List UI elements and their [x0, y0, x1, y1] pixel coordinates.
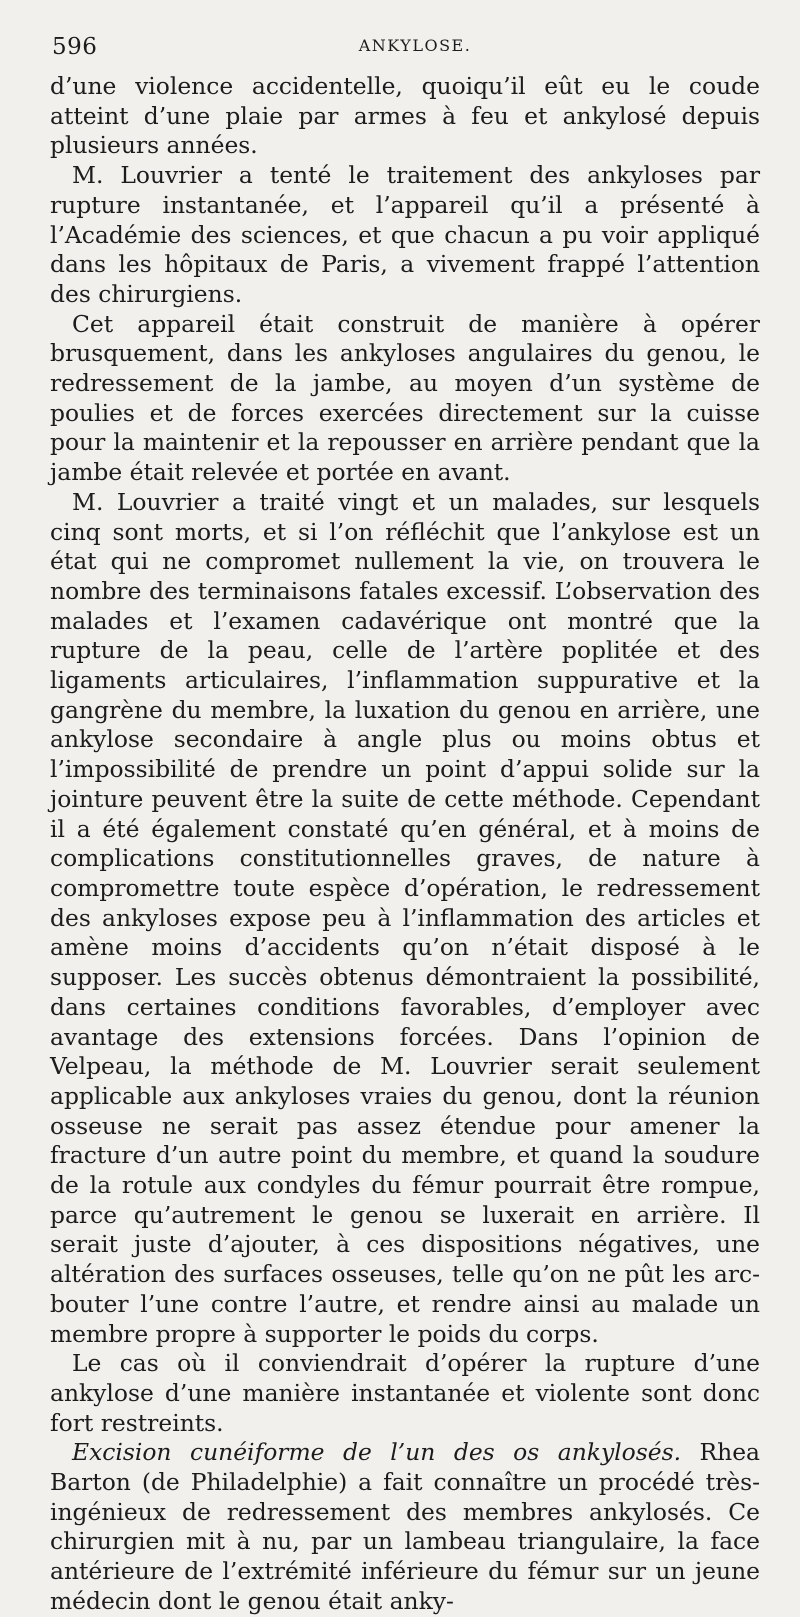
paragraph-text: Cet appareil était construit de manière à opérer brusquement, dans les ankyloses angulaires du genou, le redressement de la jambe, au moyen d’un système de poulies et de forces exercées directement sur la cuisse pour la maintenir et la repousser en arrière pendant que la jambe était relevée et portée en avant.: [50, 309, 760, 487]
running-title: ANKYLOSE.: [358, 36, 472, 55]
paragraph-text: M. Louvrier a traité vingt et un malades, sur lesquels cinq sont morts, et si l’on réfléchit que l’ankylose est un état qui ne compromet nullement la vie, on trouvera le nombre des terminaisons fatales excessif. L’observation des malades et l’examen cadavérique ont montré que la rupture de la peau, celle de l’artère poplitée et des ligaments articulaires, l’inflammation suppurative et la gangrène du membre, la luxation du genou en arrière, une ankylose secondaire à angle plus ou moins obtus et l’impossibilité de prendre un point d’appui solide sur la jointure peuvent être la suite de cette méthode. Cependant il a été également constaté qu’en général, et à moins de complications constitutionnelles graves, de nature à compromettre toute espèce d’opération, le redressement des ankyloses expose peu à l’inflammation des articles et amène moins d’accidents qu’on n’était disposé à le supposer. Les succès obtenus démontraient la possibilité, dans certaines conditions favorables, d’employer avec avantage des extensions forcées. Dans l’opinion de Velpeau, la méthode de M. Louvrier serait seulement applicable aux ankyloses vraies du genou, dont la réunion osseuse ne serait pas assez étendue pour amener la fracture d’un autre point du membre, et quand la soudure de la rotule aux condyles du fémur pourrait être rompue, parce qu’autrement le genou se luxerait en arrière. Il serait juste d’ajouter, à ces dispositions négatives, une altération des surfaces osseuses, telle qu’on ne pût les arc-bouter l’une contre l’autre, et rendre ainsi au malade un membre propre à supporter le poids du corps.: [50, 487, 760, 1348]
section-lead-italic: Excision cunéiforme de l’un des os ankylosés.: [72, 1438, 682, 1467]
paragraph-results: [50, 488, 760, 1349]
paragraph-louvrier-method: [50, 161, 760, 310]
paragraph-text: M. Louvrier a tenté le traitement des ankyloses par rupture instantanée, et l’appareil qu’il a présenté à l’Académie des sciences, et que chacun a pu voir appliqué dans les hôpitaux de Paris, a vivement frappé l’attention des chirurgiens.: [50, 161, 760, 308]
paragraph-excision: [50, 1438, 760, 1616]
paragraph-continuation: [50, 72, 760, 161]
page-header: [50, 28, 760, 72]
paragraph-text: d’une violence accidentelle, quoiqu’il eût eu le coude atteint d’une plaie par armes à feu et ankylosé depuis plusieurs années.: [50, 72, 760, 160]
paragraph-text: Le cas où il conviendrait d’opérer la rupture d’une ankylose d’une manière instantanée et violente sont donc fort restreints.: [50, 1349, 760, 1437]
page-number: 596: [52, 34, 98, 60]
paragraph-apparatus: [50, 310, 760, 488]
paragraph-conclusion: [50, 1349, 760, 1438]
paragraph-text: Rhea Barton (de Philadelphie) a fait connaître un procédé très-ingénieux de redressement des membres ankylosés. Ce chirurgien mit à nu, par un lambeau triangulaire, la face antérieure de l’extrémité inférieure du fémur sur un jeune médecin dont le genou était anky-: [50, 1438, 760, 1615]
body-text: [50, 72, 760, 1617]
